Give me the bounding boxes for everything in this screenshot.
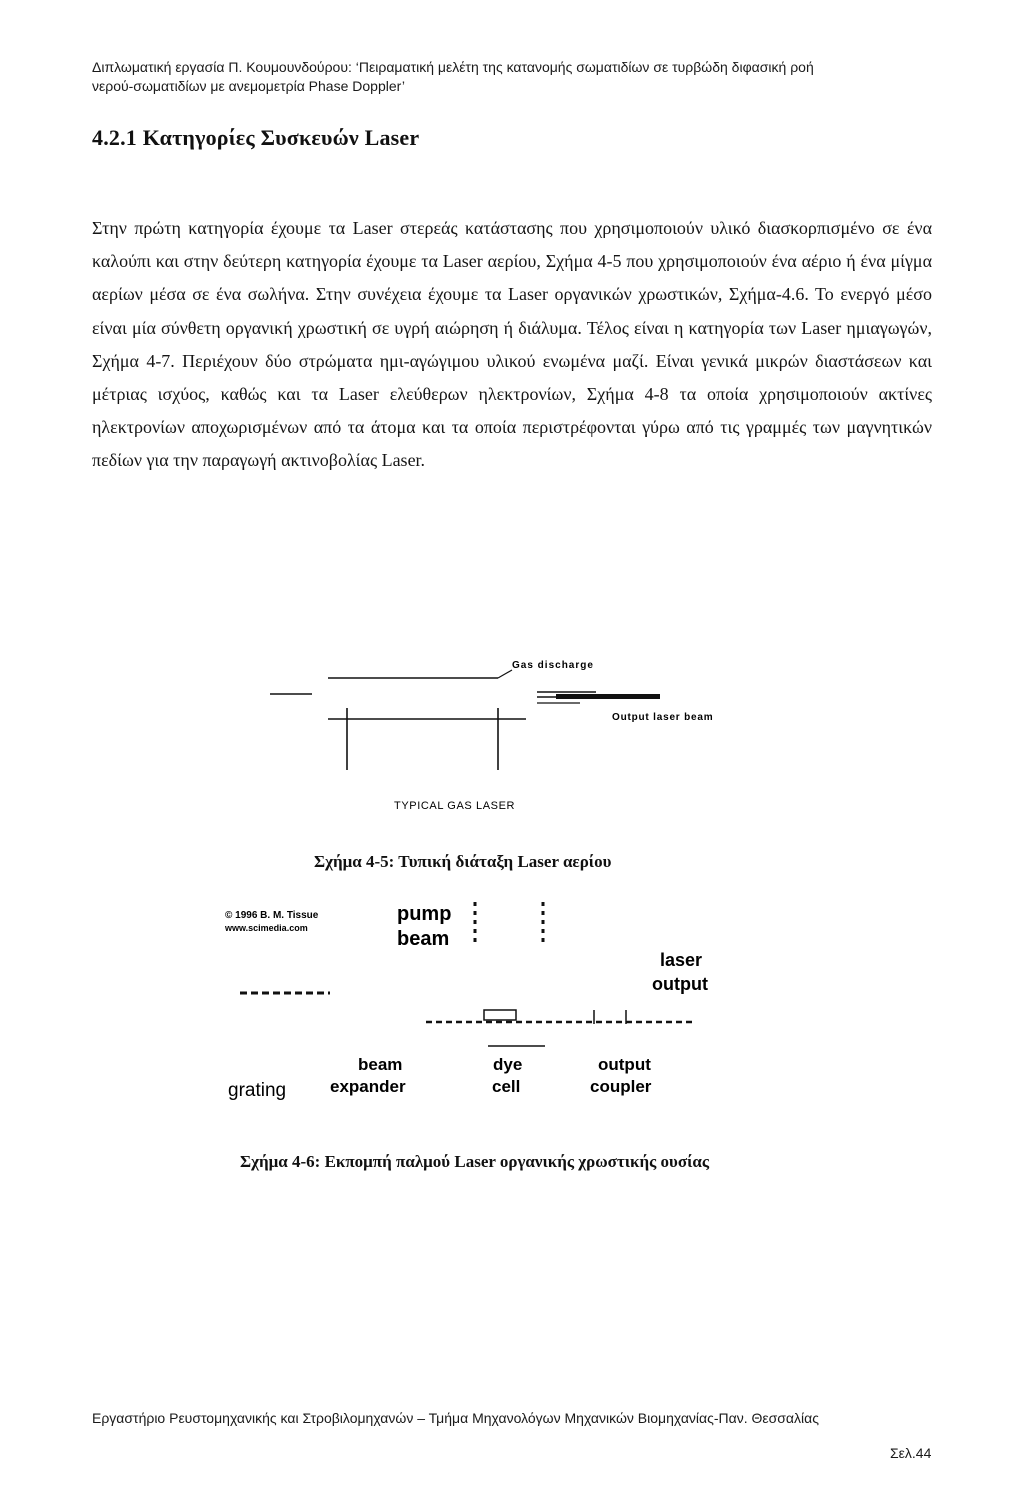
body-paragraph: Στην πρώτη κατηγορία έχουμε τα Laser στερεάς κατάστασης που χρησιμοποιούν υλικό διασκορπισμένο σε ένα καλούπι και στην δεύτερη κατηγορία έχουμε τα Laser αερίου, Σχήμα 4-5 που χρησιμοποιούν ένα αέριο ή ένα μίγμα αερίων μέσα σε ένα σωλήνα. Στην συνέχεια έχουμε τα Laser οργανικών χρωστικών, Σχήμα-4.6. Το ενεργό μέσο είναι μία σύνθετη οργανική χρωστική σε υγρή αιώρηση ή διάλυμα. Τέλος είναι η κατηγορία των Laser ημιαγωγών, Σχήμα 4-7. Περιέχουν δύο στρώματα ημι-αγώγιμου υλικού ενωμένα μαζί. Είναι γενικά μικρών διαστάσεων και μέτριας ισχύος, καθώς και τα Laser ελεύθερων ηλεκτρονίων, Σχήμα 4-8 τα οποία χρησιμοποιούν ακτίνες ηλεκτρονίων αποχωρισμένων από τα άτομα και τα οποία περιστρέφονται γύρω από τις γραμμές των μαγνητικών πεδίων για την παραγωγή ακτινοβολίας Laser. <box>92 218 932 471</box>
page-number: Σελ.44 <box>890 1445 932 1461</box>
header-line-1: Διπλωματική εργασία Π. Κουμουνδούρου: ‘Πειραματική μελέτη της κατανομής σωματιδίων σε τυρβώδη διφασική ροή <box>92 59 814 75</box>
beam-label: beam <box>397 928 450 950</box>
section-title: 4.2.1 Κατηγορίες Συσκευών Laser <box>92 125 420 150</box>
page-header <box>92 58 972 96</box>
gas-laser-diagram <box>270 660 713 812</box>
dye-cell-box <box>484 1010 516 1020</box>
beam-expander-line-1: beam <box>358 1055 403 1074</box>
copyright-line-1: © 1996 B. M. Tissue <box>225 910 319 921</box>
figure-4-5-caption: Σχήμα 4-5: Τυπική διάταξη Laser αερίου <box>314 852 612 871</box>
dye-cell-line-2: cell <box>492 1077 521 1096</box>
figure-4-6-caption: Σχήμα 4-6: Εκπομπή παλμού Laser οργανικής χρωστικής ουσίας <box>240 1152 710 1171</box>
copyright-line-2: www.scimedia.com <box>225 923 308 933</box>
laser-label: laser <box>660 950 703 970</box>
output-beam-bar <box>556 694 660 699</box>
discharge-leader-tip <box>498 670 512 678</box>
pump-label: pump <box>397 903 452 925</box>
gas-discharge-label: Gas discharge <box>512 660 594 671</box>
page-footer: Εργαστήριο Ρευστομηχανικής και Στροβιλομηχανών – Τμήμα Μηχανολόγων Μηχανικών Βιομηχανίας-Παν. Θεσσαλίας <box>92 1410 819 1426</box>
output-coupler-line-1: output <box>598 1055 651 1074</box>
dye-laser-diagram <box>224 902 708 1101</box>
beam-expander-line-2: expander <box>330 1077 406 1096</box>
output-laser-beam-label: Output laser beam <box>612 712 714 723</box>
grating-label: grating <box>228 1080 287 1101</box>
output-coupler-line-2: coupler <box>590 1077 652 1096</box>
typical-gas-laser-label: TYPICAL GAS LASER <box>394 800 516 812</box>
header-line-2: νερού-σωματιδίων με ανεμομετρία Phase Doppler’ <box>92 78 405 94</box>
dye-cell-line-1: dye <box>493 1055 523 1074</box>
output-label: output <box>652 974 708 994</box>
